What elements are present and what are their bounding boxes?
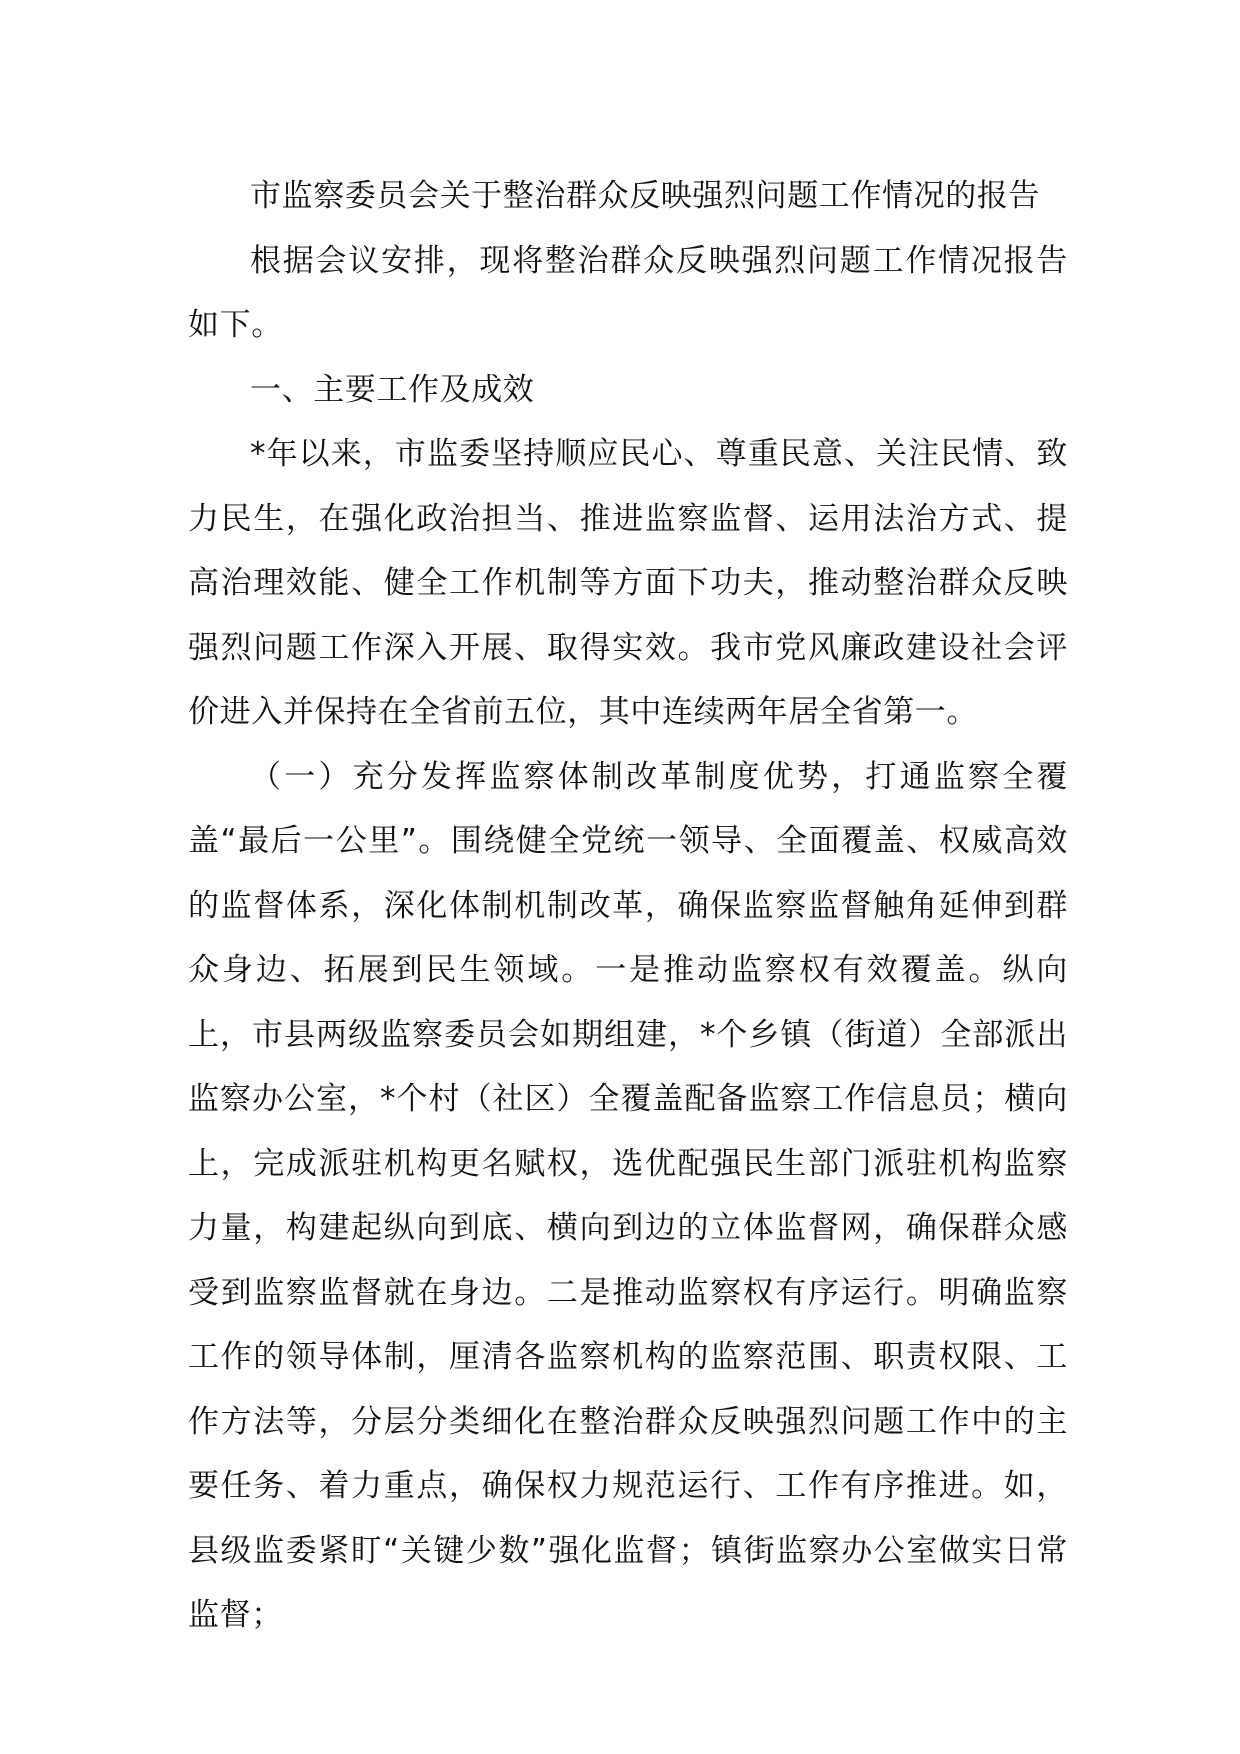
intro-paragraph: 根据会议安排，现将整治群众反映强烈问题工作情况报告如下。 <box>188 242 1068 343</box>
body-paragraph-1: *年以来，市监委坚持顺应民心、尊重民意、关注民情、致力民生，在强化政治担当、推进监察监督、运用法治方式、提高治理效能、健全工作机制等方面下功夫，推动整治群众反映强烈问题工作深入开展、取得实效。我市党风廉政建设社会评价进入并保持在全省前五位，其中连续两年居全省第一。 <box>188 436 1068 730</box>
section-heading: 一、主要工作及成效 <box>250 371 535 408</box>
document-title: 市监察委员会关于整治群众反映强烈问题工作情况的报告 <box>250 178 1040 214</box>
document-body <box>188 164 1068 1648</box>
body-paragraph-2: （一）充分发挥监察体制改革制度优势，打通监察全覆盖“最后一公里”。围绕健全党统一领导、全面覆盖、权威高效的监督体系，深化体制机制改革，确保监察监督触角延伸到群众身边、拓展到民生领域。一是推动监察权有效覆盖。纵向上，市县两级监察委员会如期组建，*个乡镇（街道）全部派出监察办公室，*个村（社区）全覆盖配备监察工作信息员；横向上，完成派驻机构更名赋权，选优配强民生部门派驻机构监察力量，构建起纵向到底、横向到边的立体监督网，确保群众感受到监察监督就在身边。二是推动监察权有序运行。明确监察工作的领导体制，厘清各监察机构的监察范围、职责权限、工作方法等，分层分类细化在整治群众反映强烈问题工作中的主要任务、着力重点，确保权力规范运行、工作有序推进。如，县级监委紧盯“关键少数”强化监督；镇街监察办公室做实日常监督； <box>188 758 1068 1633</box>
